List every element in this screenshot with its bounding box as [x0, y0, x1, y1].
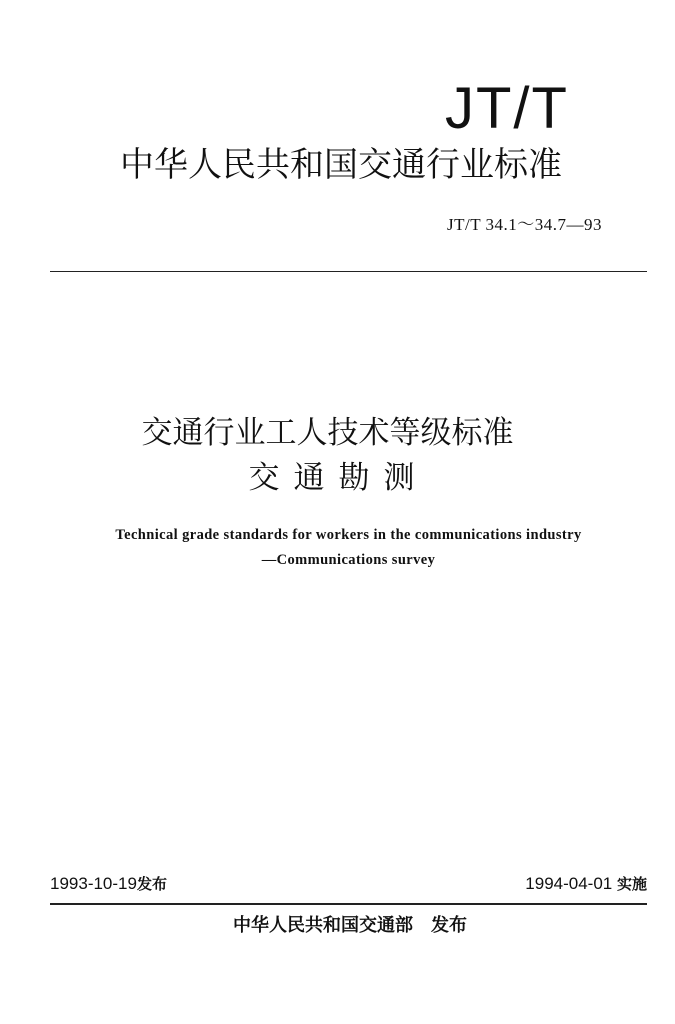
document-title-zh: 交通行业工人技术等级标准 — [141, 415, 514, 451]
top-divider — [50, 271, 647, 272]
bottom-divider — [50, 903, 647, 905]
document-subtitle-en: —Communications survey — [261, 552, 436, 568]
issuing-authority-title: 中华人民共和国交通行业标准 — [120, 145, 562, 185]
issue-date: 1993-10-19 — [50, 874, 137, 893]
standard-code-logo: JT/T — [445, 76, 569, 141]
document-title-en: Technical grade standards for workers in the communications industry — [115, 527, 582, 543]
issue-date-line — [50, 875, 167, 892]
publisher-line — [0, 917, 675, 935]
issue-label: 发布 — [136, 875, 167, 893]
standard-number: JT/T 34.1～34.7—93 — [447, 215, 603, 234]
implementation-date-line — [525, 875, 647, 892]
publisher-action: 发布 — [431, 915, 467, 936]
document-subtitle-zh: 交通勘测 — [248, 460, 429, 496]
implementation-label: 实施 — [616, 875, 647, 893]
publisher-name: 中华人民共和国交通部 — [233, 915, 413, 936]
implementation-date: 1994-04-01 — [525, 874, 613, 893]
